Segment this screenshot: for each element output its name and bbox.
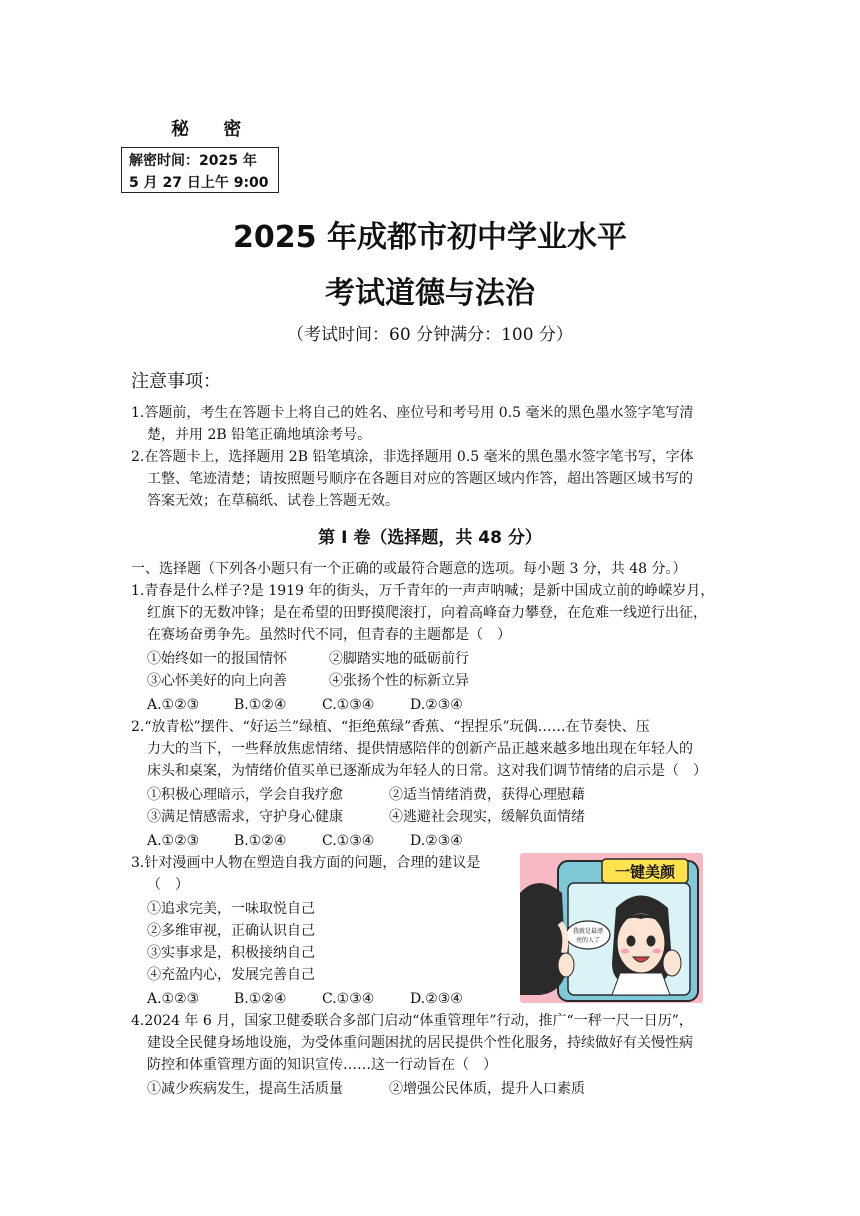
q2-stem-line3: 床头和桌案，为情绪价值买单已逐渐成为年轻人的日常。这对我们调节情绪的启示是（ ）	[147, 763, 707, 779]
q4-stem-line1: 4.2024 年 6 月，国家卫健委联合多部门启动“体重管理年”行动，推广“一秤一尺一日历”，	[131, 1013, 693, 1029]
speech-bubble-text-1: 我就是最漂	[572, 928, 604, 935]
cartoon-drawing	[520, 853, 703, 1003]
q3-option-c: C.①③④	[322, 991, 375, 1007]
q4-stem-line2: 建设全民健身场地设施，为受体重问题困扰的居民提供个性化服务，持续做好有关慢性病	[147, 1035, 693, 1051]
banner-text: 一键美颜	[614, 863, 676, 881]
reflection-shirt	[612, 973, 670, 995]
q1-statement-1: ①始终如一的报国情怀	[147, 651, 287, 667]
q1-statement-4: ④张扬个性的标新立异	[329, 673, 469, 689]
q1-option-b: B.①②④	[234, 697, 287, 713]
reflection-eye-right	[647, 936, 656, 947]
reflection-eye-left	[627, 936, 636, 947]
q4-stem-line3: 防控和体重管理方面的知识宣传……这一行动旨在（ ）	[147, 1057, 497, 1073]
reflection-blush-left	[621, 949, 629, 954]
q3-statement-2: ②多维审视，正确认识自己	[147, 923, 315, 939]
q4-statement-1: ①减少疾病发生，提高生活质量	[147, 1081, 343, 1097]
q2-stem-line2: 力大的当下，一些释放焦虑情绪、提供情感陪伴的创新产品正越来越多地出现在年轻人的	[147, 741, 693, 757]
cartoon-illustration	[520, 853, 703, 1003]
q1-stem-line2: 红旗下的无数冲锋；是在希望的田野摸爬滚打，向着高峰奋力攀登，在危难一线逆行出征，	[147, 605, 707, 621]
decrypt-time-line2: 5 月 27 日上午 9:00	[129, 175, 269, 191]
q2-statement-2: ②适当情绪消费，获得心理慰藉	[389, 787, 585, 803]
decrypt-time-box	[121, 147, 279, 193]
q2-stem-line1: 2.“放青松”摆件、“好运兰”绿植、“拒绝蕉绿”香蕉、“捏捏乐”玩偶……在节奏快、压	[131, 719, 650, 735]
exam-title-line1: 2025 年成都市初中学业水平	[233, 220, 627, 255]
exam-subtitle: （考试时间：60 分钟满分：100 分）	[287, 325, 573, 345]
q3-stem-line1: 3.针对漫画中人物在塑造自我方面的问题，合理的建议是	[131, 855, 481, 871]
notice-item1-line1: 1.答题前，考生在答题卡上将自己的姓名、座位号和考号用 0.5 毫米的黑色墨水签字笔写清	[131, 405, 694, 421]
q1-option-c: C.①③④	[322, 697, 375, 713]
q4-statement-2: ②增强公民体质，提升人口素质	[389, 1081, 585, 1097]
q3-statement-4: ④充盈内心，发展完善自己	[147, 967, 315, 983]
q1-stem-line1: 1.青春是什么样子?是 1919 年的街头，万千青年的一声声呐喊；是新中国成立前的峥嵘岁月，	[131, 583, 715, 599]
q2-statement-1: ①积极心理暗示，学会自我疗愈	[147, 787, 343, 803]
q3-statement-3: ③实事求是，积极接纳自己	[147, 945, 315, 961]
q1-option-d: D.②③④	[410, 697, 463, 713]
q2-option-a: A.①②③	[147, 833, 200, 849]
q1-statement-2: ②脚踏实地的砥砺前行	[329, 651, 469, 667]
q2-statement-3: ③满足情感需求，守护身心健康	[147, 809, 343, 825]
q2-statement-4: ④逃避社会现实，缓解负面情绪	[389, 809, 585, 825]
speech-bubble	[566, 921, 610, 949]
q3-statement-1: ①追求完美，一味取悦自己	[147, 901, 315, 917]
secret-label: 秘 密	[171, 119, 256, 140]
notice-item2-line1: 2.在答题卡上，选择题用 2B 铅笔填涂，非选择题用 0.5 毫米的黑色墨水签字笔书写，字体	[131, 449, 694, 465]
q2-option-d: D.②③④	[410, 833, 463, 849]
q2-option-c: C.①③④	[322, 833, 375, 849]
section-instruction: 一、选择题（下列各小题只有一个正确的或最符合题意的选项。每小题 3 分，共 48 分。）	[131, 561, 687, 577]
hand-right	[663, 950, 681, 976]
speech-bubble-text-2: 亮的人了	[575, 937, 601, 944]
q3-option-d: D.②③④	[410, 991, 463, 1007]
q3-option-b: B.①②④	[234, 991, 287, 1007]
reflection-blush-right	[653, 949, 661, 954]
q1-option-a: A.①②③	[147, 697, 200, 713]
hand-left	[558, 953, 574, 977]
notice-item2-line2: 工整、笔迹清楚；请按照题号顺序在各题目对应的答题区域内作答，超出答题区域书写的	[147, 471, 693, 487]
foreground-hair	[520, 883, 566, 995]
q1-stem-line3: 在赛场奋勇争先。虽然时代不同，但青春的主题都是（ ）	[147, 627, 511, 643]
decrypt-time-line1: 解密时间：2025 年	[129, 153, 257, 169]
notice-heading: 注意事项：	[131, 371, 221, 392]
q1-statement-3: ③心怀美好的向上向善	[147, 673, 287, 689]
notice-item2-line3: 答案无效；在草稿纸、试卷上答题无效。	[147, 493, 399, 509]
notice-item1-line2: 楚，并用 2B 铅笔正确地填涂考号。	[147, 427, 372, 443]
reflection-face	[617, 913, 665, 973]
exam-title-line2: 考试道德与法治	[325, 276, 535, 311]
q2-option-b: B.①②④	[234, 833, 287, 849]
q3-option-a: A.①②③	[147, 991, 200, 1007]
q3-stem-line2: （ ）	[147, 877, 189, 893]
section-heading: 第 I 卷（选择题，共 48 分）	[318, 528, 542, 548]
